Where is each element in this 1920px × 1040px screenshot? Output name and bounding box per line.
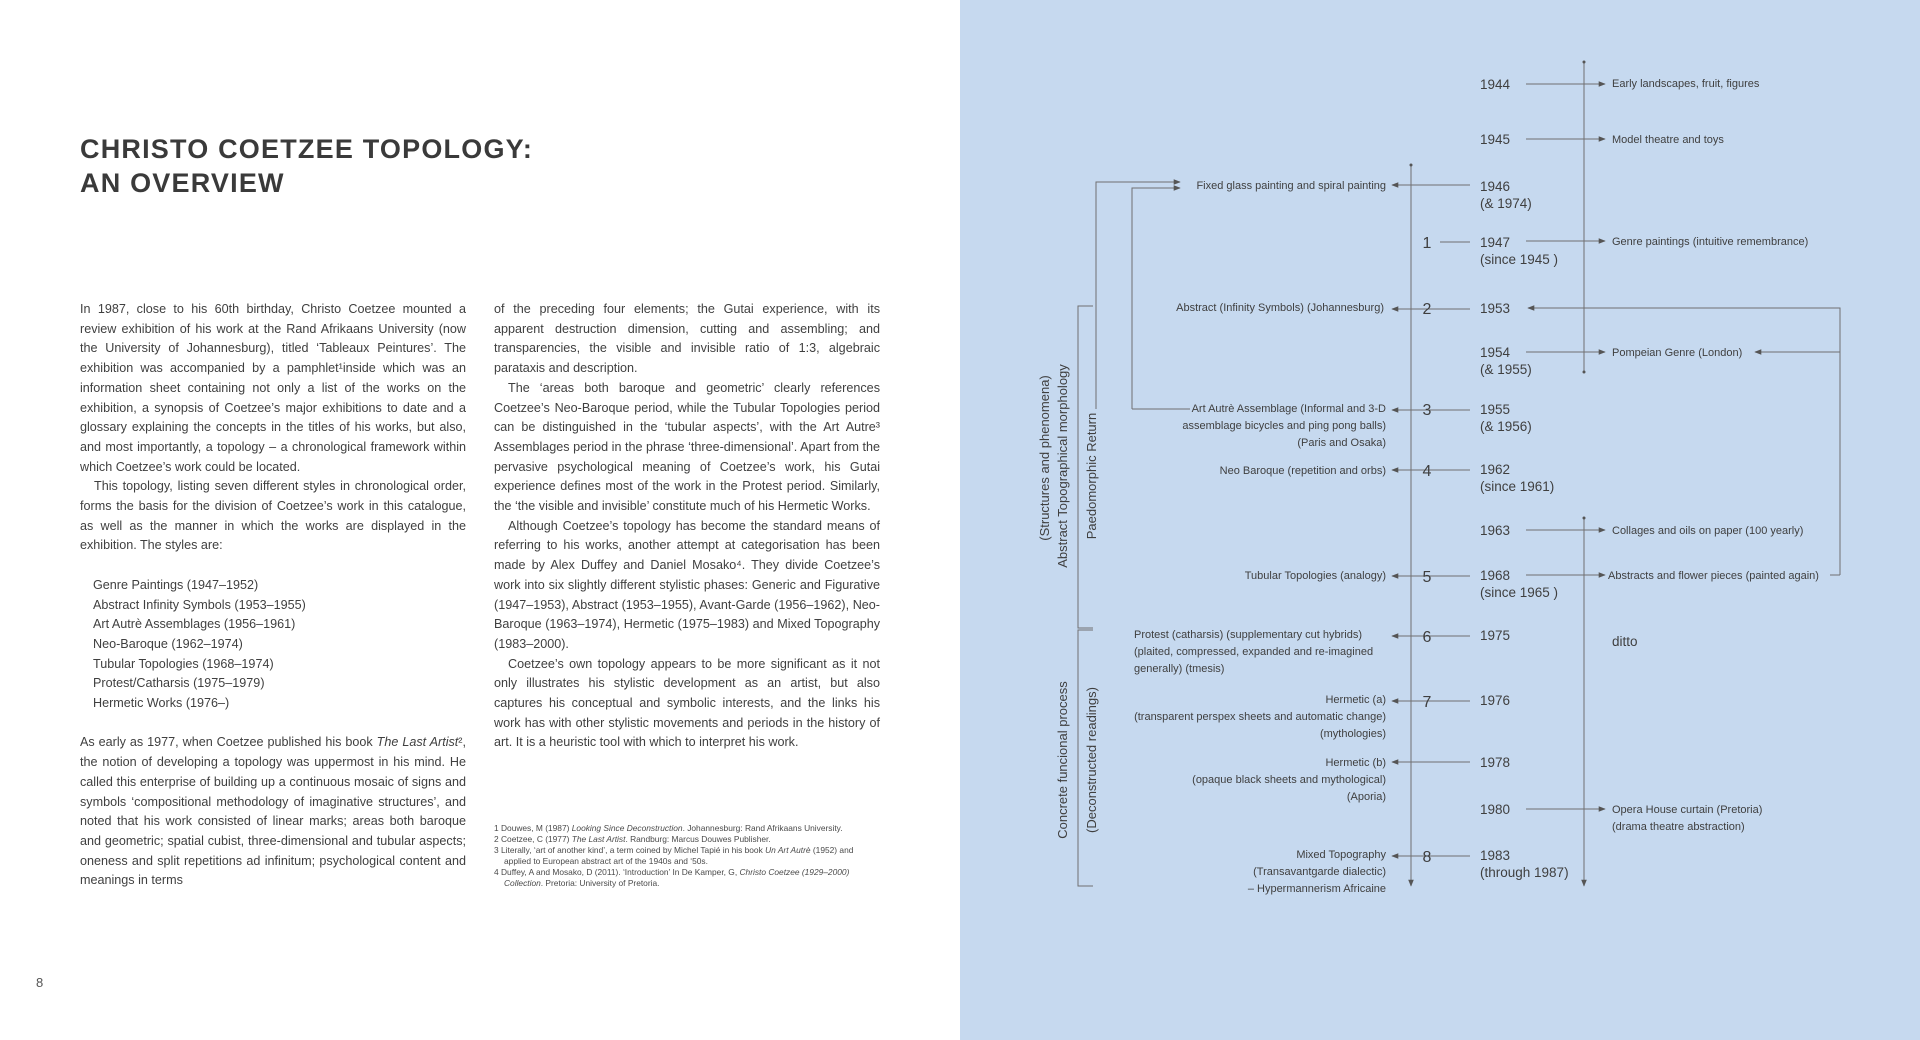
label-abstracts-flowers: Abstracts and flower pieces (painted again)	[1608, 570, 1819, 582]
period-number: 6	[1422, 629, 1432, 646]
year-1944: 1944	[1480, 77, 1511, 92]
label-genre-paintings: Genre paintings (intuitive remembrance)	[1612, 236, 1809, 248]
title-line-1: CHRISTO COETZEE TOPOLOGY:	[80, 134, 534, 164]
list-item: Art Autrè Assemblages (1956–1961)	[93, 617, 296, 632]
year-note: (through 1987)	[1480, 865, 1569, 880]
paragraph: As early as 1977, when Coetzee published his book The Last Artist², the notion of developing a topology was uppermost in his mind. He called this enterprise of building up a continuous mosaic of signs and symbols ‘compositional methodology of imaginative structures’, and noted that his work consisted of linear marks; areas both baroque and geometric; spatial cubist, three-dimensional and tubular aspects; oneness and split repetitions ad infinitum; psychological content and meanings in terms	[80, 735, 466, 888]
label-early-landscapes: Early landscapes, fruit, figures	[1612, 78, 1760, 90]
label-hermetic-a: (transparent perspex sheets and automatic change)	[1134, 711, 1386, 723]
label-hermetic-b: (Aporia)	[1346, 791, 1386, 803]
text-column-left	[80, 300, 466, 891]
book-title: The Last Artist	[376, 735, 459, 750]
year-1946: 1946	[1480, 179, 1511, 194]
year-1980: 1980	[1480, 802, 1511, 817]
year-1963: 1963	[1480, 523, 1511, 538]
label-hermetic-b: (opaque black sheets and mythological)	[1192, 774, 1386, 786]
list-item: Hermetic Works (1976–)	[93, 696, 230, 711]
label-mixed-topography: Mixed Topography	[1296, 849, 1386, 861]
page-number: 8	[36, 975, 44, 990]
year-1983: 1983	[1480, 848, 1511, 863]
list-item: Neo-Baroque (1962–1974)	[93, 636, 243, 651]
label-tubular: Tubular Topologies (analogy)	[1244, 570, 1386, 582]
label-mixed-topography: (Transavantgarde dialectic)	[1253, 866, 1386, 878]
paragraph: Coetzee’s own topology appears to be more significant as it not only illustrates his stylistic development as an artist, but also captures his conceptual and symbolic interests, and the links his work has with other stylistic movements and periods in the history of art. It is a heuristic tool with which to interpret his work.	[494, 656, 880, 750]
label-model-theatre: Model theatre and toys	[1612, 134, 1724, 146]
arrow-loop-outer	[1096, 182, 1180, 409]
year-note: (& 1974)	[1480, 196, 1532, 211]
paragraph: of the preceding four elements; the Gutai experience, with its apparent destruction dimension, cutting and assembling; and transparencies, the visible and invisible ratio of 1:3, algebraic parataxis and description.	[494, 302, 880, 376]
side-label-structures: (Structures and phenomena)	[1037, 375, 1052, 541]
year-note: (& 1956)	[1480, 419, 1532, 434]
year-1947: 1947	[1480, 235, 1511, 250]
arrow-loop-inner	[1132, 188, 1180, 409]
label-protest: (plaited, compressed, expanded and re-imagined	[1134, 646, 1374, 658]
label-neo-baroque: Neo Baroque (repetition and orbs)	[1219, 465, 1386, 477]
year-1953: 1953	[1480, 301, 1511, 316]
year-1962: 1962	[1480, 462, 1511, 477]
period-number: 5	[1422, 569, 1432, 586]
year-1978: 1978	[1480, 755, 1511, 770]
side-label-concrete: Concrete funcional process	[1055, 681, 1070, 839]
year-1976: 1976	[1480, 693, 1511, 708]
footnote: 3 Literally, ‘art of another kind’, a term coined by Michel Tapié in his book Un Art Autrè (1952) and applied to European abstract art of the 1940s and ‘50s.	[494, 845, 854, 866]
label-ditto: ditto	[1612, 634, 1638, 649]
year-1954: 1954	[1480, 345, 1511, 360]
text-column-right	[494, 300, 880, 753]
footnote: 4 Duffey, A and Mosako, D (2011). ‘Introduction’ In De Kamper, G, Christo Coetzee (1929–2000) Collection. Pretoria: University of Pretoria.	[494, 867, 850, 888]
year-1955: 1955	[1480, 402, 1511, 417]
year-note: (since 1965 )	[1480, 585, 1559, 600]
list-item: Protest/Catharsis (1975–1979)	[93, 676, 265, 691]
label-collages: Collages and oils on paper (100 yearly)	[1612, 525, 1804, 537]
title-line-2: AN OVERVIEW	[80, 168, 285, 198]
label-art-autre: (Paris and Osaka)	[1297, 437, 1386, 449]
paragraph: The ‘areas both baroque and geometric’ clearly references Coetzee’s Neo-Baroque period, while the Tubular Topologies period can be distinguished in the ‘tubular aspects’, with the Art Autre³ Assemblages period in the phrase ‘three-dimensional’. Apart from the pervasive psychological meaning of Coetzee’s work, his Gutai experience defines most of the work in the Protest period. Similarly, the ‘the visible and invisible’ constitute much of his Hermetic Works.	[494, 380, 880, 514]
topology-diagram	[960, 0, 1920, 1040]
year-note: (& 1955)	[1480, 362, 1532, 377]
footnote: 1 Douwes, M (1987) Looking Since Deconstruction. Johannesburg: Rand Afrikaans University.	[494, 823, 843, 833]
period-number: 7	[1422, 694, 1432, 711]
list-item: Genre Paintings (1947–1952)	[93, 577, 259, 592]
label-art-autre: Art Autrè Assemblage (Informal and 3-D	[1191, 403, 1386, 415]
year-1968: 1968	[1480, 568, 1511, 583]
topology-diagram-page	[960, 0, 1920, 1040]
page-title	[80, 132, 533, 200]
label-abstract-infinity: Abstract (Infinity Symbols) (Johannesburg)	[1176, 302, 1384, 314]
list-item: Abstract Infinity Symbols (1953–1955)	[93, 597, 306, 612]
period-number: 8	[1422, 849, 1432, 866]
period-number: 1	[1422, 235, 1432, 252]
year-note: (since 1961)	[1480, 479, 1555, 494]
year-note: (since 1945 )	[1480, 252, 1559, 267]
styles-list	[93, 576, 466, 714]
label-fixed-glass: Fixed glass painting and spiral painting	[1196, 180, 1386, 192]
label-hermetic-b: Hermetic (b)	[1325, 757, 1386, 769]
side-label-paedomorphic: Paedomorphic Return	[1084, 412, 1099, 540]
label-hermetic-a: (mythologies)	[1319, 728, 1386, 740]
label-protest: generally) (tmesis)	[1134, 663, 1225, 675]
paragraph: In 1987, close to his 60th birthday, Christo Coetzee mounted a review exhibition of his work at the Rand Afrikaans University (now the University of Johannesburg), titled ‘Tableaux Peintures’. The exhibition was accompanied by a pamphlet¹inside which was an information sheet containing not only a list of the works on the exhibition, a synopsis of Coetzee’s major exhibitions to date and a glossary explaining the concepts in the titles of his works, but also, and most importantly, a topology – a chronological framework within which Coetzee’s work could be located.	[80, 302, 466, 474]
year-1945: 1945	[1480, 132, 1511, 147]
year-1975: 1975	[1480, 628, 1511, 643]
label-pompeian-genre: Pompeian Genre (London)	[1612, 347, 1743, 359]
label-art-autre: assemblage bicycles and ping pong balls)	[1182, 420, 1386, 432]
label-opera-house: Opera House curtain (Pretoria)	[1612, 804, 1763, 816]
period-number: 4	[1422, 463, 1432, 480]
footnotes	[494, 823, 880, 889]
label-mixed-topography: – Hypermannerism Africaine	[1247, 883, 1386, 895]
side-label-deconstructed: (Deconstructed readings)	[1084, 687, 1099, 833]
paragraph: This topology, listing seven different styles in chronological order, forms the basis for the division of Coetzee’s work in this catalogue, as well as the manner in which the works are displayed in the exhibition. The styles are:	[80, 479, 466, 553]
paragraph: Although Coetzee’s topology has become the standard means of referring to his works, another attempt at categorisation has been made by Alex Duffey and Daniel Mosako⁴. They divide Coetzee’s work into six slightly different stylistic phases: Generic and Figurative (1947–1953), Abstract (1953–1955), Avant-Garde (1956–1962), Neo-Baroque (1963–1974), Hermetic (1975–1983) and Mixed Topography (1983–2000).	[494, 518, 880, 651]
footnote: 2 Coetzee, C (1977) The Last Artist. Randburg: Marcus Douwes Publisher.	[494, 834, 771, 844]
period-number: 2	[1422, 301, 1432, 318]
period-number: 3	[1422, 402, 1432, 419]
label-opera-house: (drama theatre abstraction)	[1612, 821, 1745, 833]
label-protest: Protest (catharsis) (supplementary cut hybrids)	[1134, 629, 1363, 641]
label-hermetic-a: Hermetic (a)	[1325, 694, 1386, 706]
side-label-abstract-morphology: Abstract Topographical morphology	[1055, 364, 1070, 568]
list-item: Tubular Topologies (1968–1974)	[93, 656, 274, 671]
